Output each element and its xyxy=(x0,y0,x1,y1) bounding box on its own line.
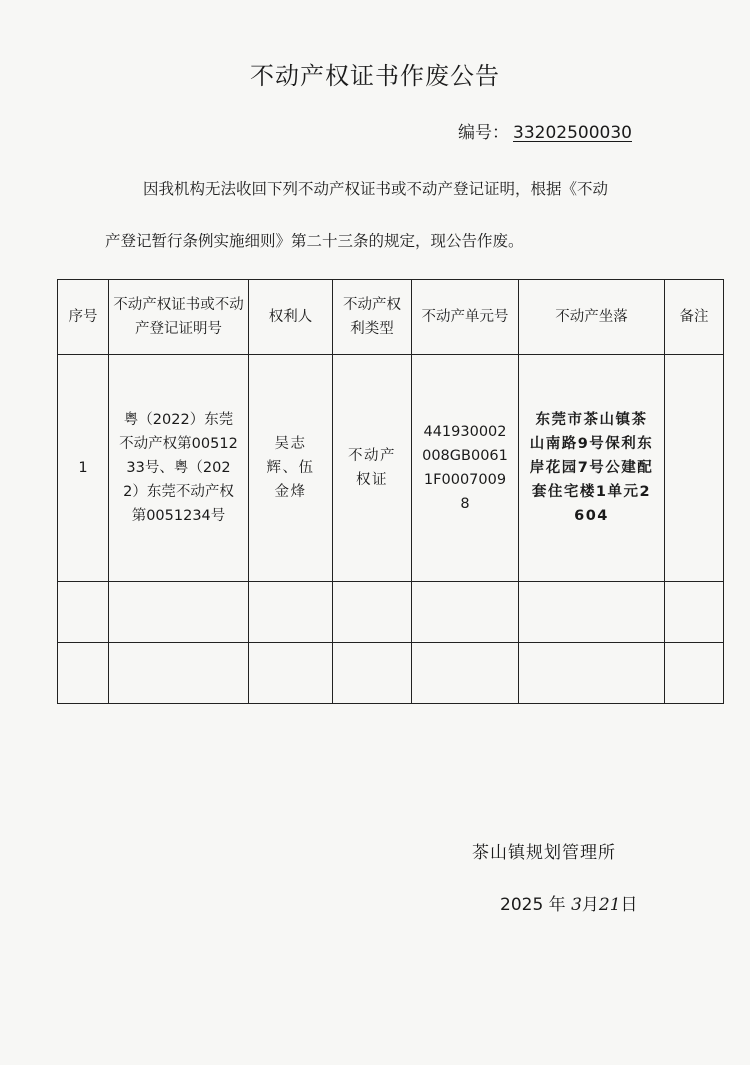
table-row-empty xyxy=(58,582,724,643)
table-row xyxy=(58,355,724,582)
document-number xyxy=(458,118,632,143)
header-right-type: 不动产权利类型 xyxy=(333,280,412,355)
date-year: 2025 xyxy=(500,895,544,915)
page-title: 不动产权证书作废公告 xyxy=(250,62,500,90)
issue-date xyxy=(500,890,638,915)
header-owner: 权利人 xyxy=(249,280,333,355)
table-header-row xyxy=(58,280,724,355)
header-remark: 备注 xyxy=(665,280,724,355)
date-month-unit: 月 xyxy=(581,895,599,915)
number-label: 编号： xyxy=(458,123,510,143)
cell-cert-no: 粤（2022）东莞不动产权第0051233号、粤（2022）东莞不动产权第0051234号 xyxy=(109,355,249,582)
cell-remark xyxy=(665,355,724,582)
cell-location: 东莞市茶山镇茶山南路9号保利东岸花园7号公建配套住宅楼1单元2604 xyxy=(519,355,665,582)
date-day: 21 xyxy=(598,895,621,915)
number-value: 33202500030 xyxy=(513,123,632,143)
date-day-unit: 日 xyxy=(620,895,638,915)
header-location: 不动产坐落 xyxy=(519,280,665,355)
header-unit-no: 不动产单元号 xyxy=(412,280,519,355)
date-month: 3 xyxy=(571,895,582,915)
date-year-unit: 年 xyxy=(548,895,566,915)
void-certificate-table xyxy=(57,279,724,704)
notice-paragraph-line1: 因我机构无法收回下列不动产权证书或不动产登记证明，根据《不动 xyxy=(143,180,609,198)
issuing-organization: 茶山镇规划管理所 xyxy=(472,843,616,863)
header-cert-no: 不动产权证书或不动产登记证明号 xyxy=(109,280,249,355)
cell-seq: 1 xyxy=(58,355,109,582)
cell-right-type: 不动产权证 xyxy=(333,355,412,582)
cell-unit-no: 441930002008GB00611F00070098 xyxy=(412,355,519,582)
notice-paragraph-line2: 产登记暂行条例实施细则》第二十三条的规定，现公告作废。 xyxy=(105,232,524,250)
table-row-empty xyxy=(58,643,724,704)
header-seq: 序号 xyxy=(58,280,109,355)
cell-owner: 吴志辉、伍金烽 xyxy=(249,355,333,582)
